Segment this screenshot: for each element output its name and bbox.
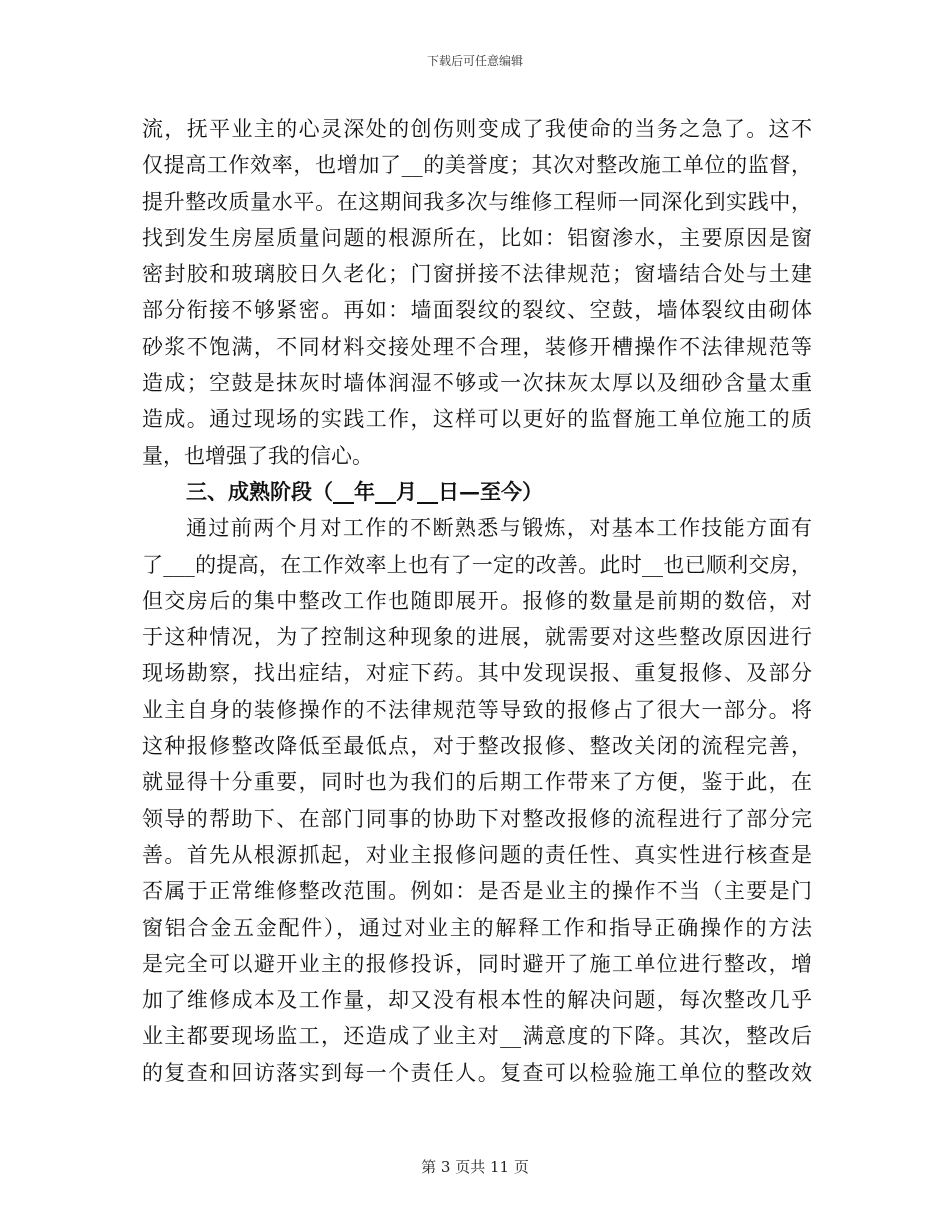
text-line: 部分衔接不够紧密。再如：墙面裂纹的裂纹、空鼓，墙体裂纹由砌体	[142, 298, 812, 323]
document-body	[142, 111, 812, 1091]
text-line: 流，抚平业主的心灵深处的创伤则变成了我使命的当务之急了。这不	[142, 117, 812, 141]
text-line: 于这种情况，为了控制这种现象的进展，就需要对这些整改原因进行	[142, 625, 812, 650]
text-line: 密封胶和玻璃胶日久老化；门窗拼接不法律规范；窗墙结合处与土建	[142, 262, 812, 287]
text-line: 善。首先从根源抓起，对业主报修问题的责任性、真实性进行核查是	[142, 842, 812, 867]
text-line: 就显得十分重要，同时也为我们的后期工作带来了方便，鉴于此，在	[142, 770, 812, 795]
text-line: 业主都要现场监工，还造成了业主对__满意度的下降。其次，整改后	[142, 1024, 812, 1049]
text-line: 造成；空鼓是抹灰时墙体润湿不够或一次抹灰太厚以及细砂含量太重	[142, 371, 812, 396]
text-line: 通过前两个月对工作的不断熟悉与锻炼，对基本工作技能方面有	[186, 516, 812, 541]
text-line: 窗铝合金五金配件），通过对业主的解释工作和指导正确操作的方法	[142, 915, 812, 940]
section-heading: 三、成熟阶段（__年__月__日—至今）	[186, 478, 543, 504]
text-line: 现场勘察，找出症结，对症下药。其中发现误报、重复报修、及部分	[142, 661, 812, 686]
text-line: 仅提高工作效率，也增加了__的美誉度；其次对整改施工单位的监督，	[142, 153, 812, 178]
text-line: 的复查和回访落实到每一个责任人。复查可以检验施工单位的整改效	[142, 1060, 812, 1085]
text-line: 领导的帮助下、在部门同事的协助下对整改报修的流程进行了部分完	[142, 806, 812, 831]
text-line: 否属于正常维修整改范围。例如：是否是业主的操作不当（主要是门	[142, 879, 812, 904]
text-line: 量，也增强了我的信心。	[142, 443, 373, 468]
text-line: 砂浆不饱满，不同材料交接处理不合理，装修开槽操作不法律规范等	[142, 334, 812, 359]
text-line: 提升整改质量水平。在这期间我多次与维修工程师一同深化到实践中，	[142, 189, 812, 214]
text-line: 造成。通过现场的实践工作，这样可以更好的监督施工单位施工的质	[142, 407, 812, 432]
text-line: 业主自身的装修操作的不法律规范等导致的报修占了很大一部分。将	[142, 697, 812, 722]
page-footer: 第 3 页共 11 页	[421, 1158, 529, 1176]
text-line: 了___的提高，在工作效率上也有了一定的改善。此时__也已顺利交房，	[142, 552, 812, 577]
text-line: 找到发生房屋质量问题的根源所在，比如：铝窗渗水，主要原因是窗	[142, 225, 812, 250]
page-header: 下载后可任意编辑	[426, 54, 523, 68]
text-line: 这种报修整改降低至最低点，对于整改报修、整改关闭的流程完善，	[142, 734, 812, 759]
text-line: 加了维修成本及工作量，却又没有根本性的解决问题，每次整改几乎	[142, 988, 812, 1013]
text-line: 但交房后的集中整改工作也随即展开。报修的数量是前期的数倍，对	[142, 588, 812, 613]
text-line: 是完全可以避开业主的报修投诉，同时避开了施工单位进行整改，增	[142, 951, 812, 976]
